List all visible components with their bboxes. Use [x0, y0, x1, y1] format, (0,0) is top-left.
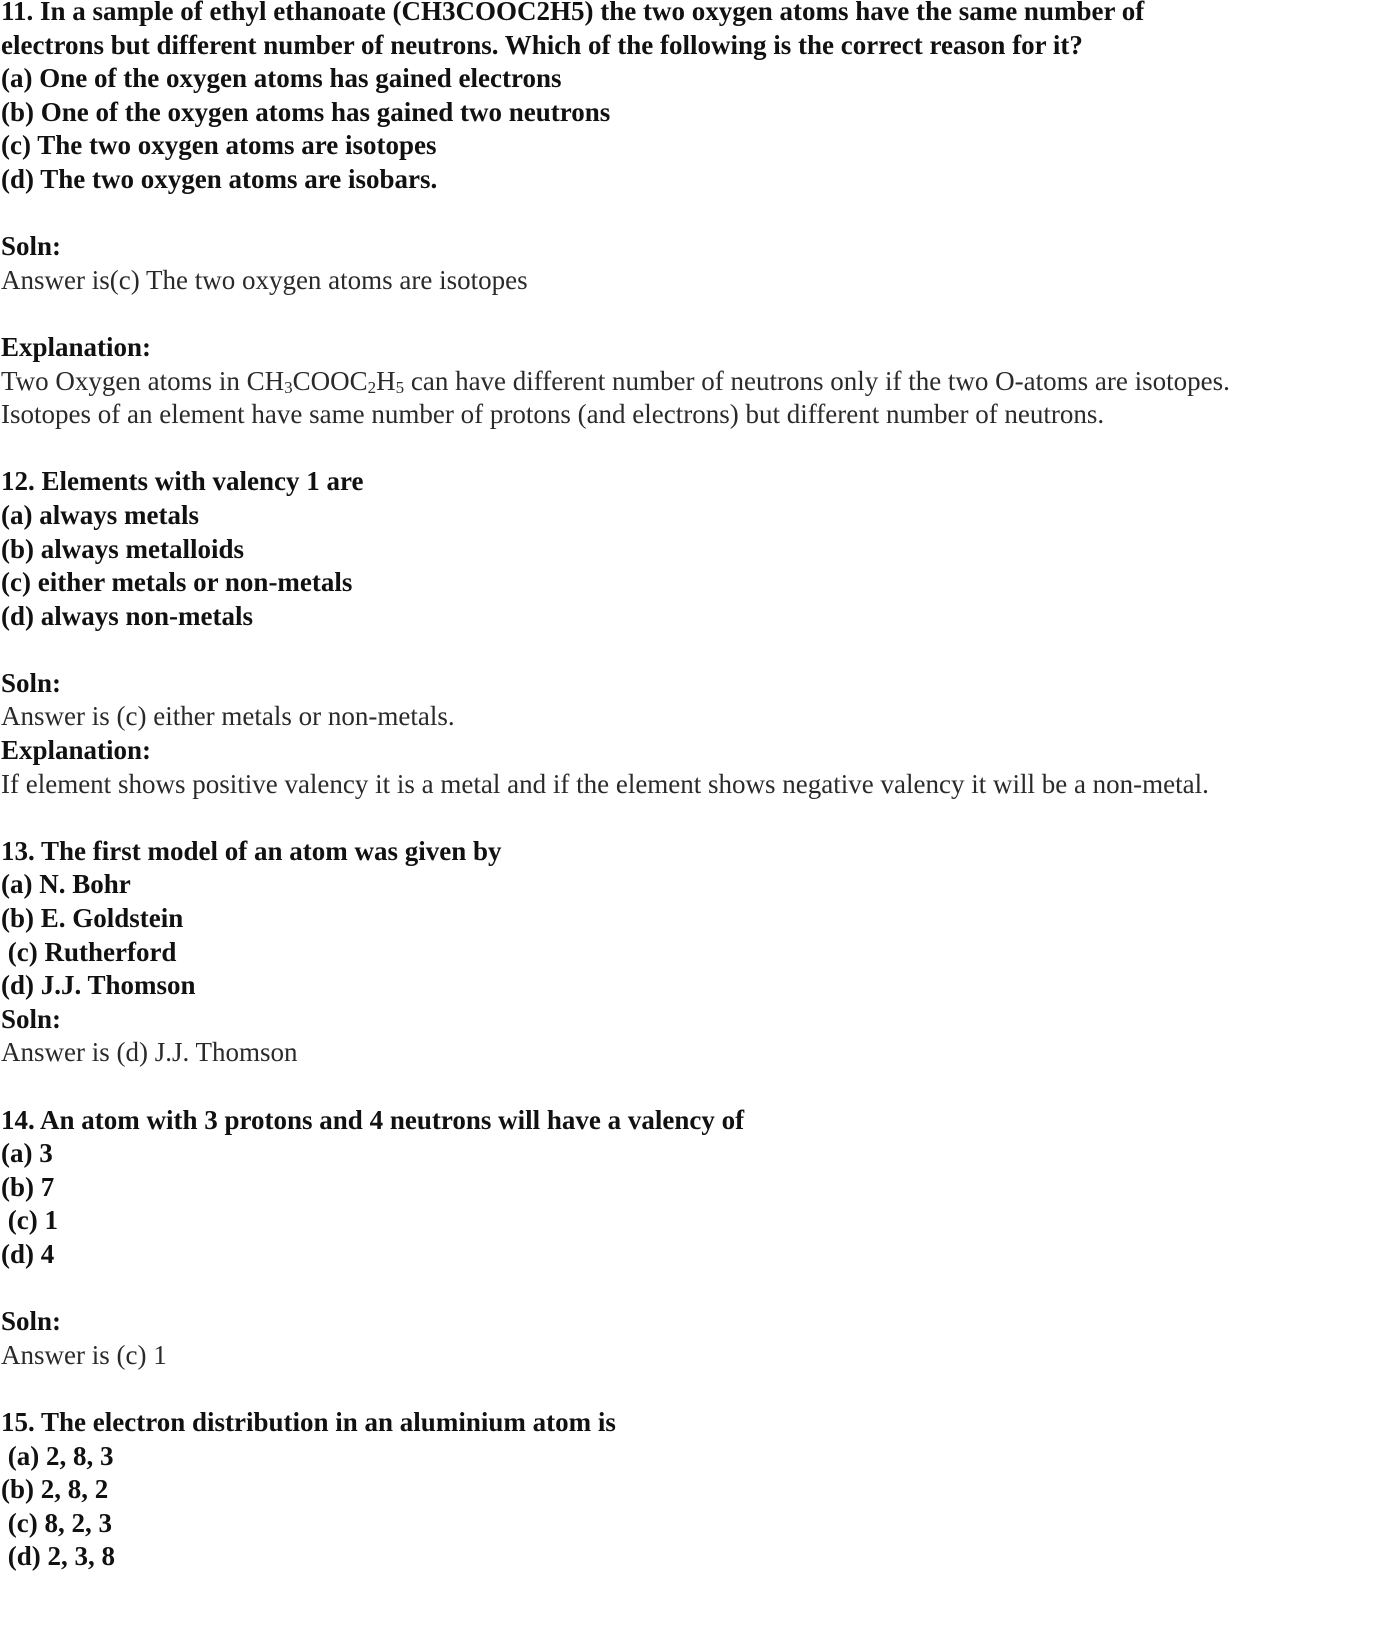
question-15-option-c: (c) 8, 2, 3 — [1, 1507, 112, 1538]
solution-label: Soln: — [1, 231, 62, 262]
question-15-option-a: (a) 2, 8, 3 — [1, 1440, 114, 1471]
question-14-option-c: (c) 1 — [1, 1205, 58, 1236]
subscript: 3 — [284, 377, 293, 397]
question-12-answer: Answer is (c) either metals or non-metals. — [1, 701, 455, 732]
blank-line — [1, 432, 1391, 466]
subscript: 5 — [395, 377, 405, 397]
question-14-option-a: (a) 3 — [1, 1138, 53, 1169]
blank-line — [1, 801, 1391, 835]
question-12-explanation: If element shows positive valency it is a metal and if the element shows negative valency it will be a non-metal. — [1, 768, 1209, 799]
document-page — [1, 0, 1391, 1574]
question-13-option-b: (b) E. Goldstein — [1, 903, 184, 934]
text-run: COOC — [292, 365, 368, 396]
question-13-option-c: (c) Rutherford — [1, 936, 177, 967]
solution-label: Soln: — [1, 667, 62, 698]
question-12-text: 12. Elements with valency 1 are — [1, 466, 364, 497]
blank-line — [1, 1070, 1391, 1104]
question-11-option-b: (b) One of the oxygen atoms has gained two neutrons — [1, 96, 611, 127]
question-11-option-c: (c) The two oxygen atoms are isotopes — [1, 130, 437, 161]
subscript: 2 — [367, 377, 377, 397]
question-12-option-c: (c) either metals or non-metals — [1, 567, 353, 598]
question-15-text: 15. The electron distribution in an aluminium atom is — [1, 1406, 616, 1437]
question-13-answer: Answer is (d) J.J. Thomson — [1, 1037, 298, 1068]
blank-line — [1, 297, 1391, 331]
question-15-option-d: (d) 2, 3, 8 — [1, 1541, 115, 1572]
question-11-explanation — [1, 365, 1391, 399]
question-12-option-d: (d) always non-metals — [1, 600, 254, 631]
question-11-text: electrons but different number of neutrons. Which of the following is the correct reason for it? — [1, 29, 1083, 60]
blank-line — [1, 197, 1391, 231]
question-11-explanation: Isotopes of an element have same number of protons (and electrons) but different number of neutrons. — [1, 399, 1105, 430]
question-11-option-d: (d) The two oxygen atoms are isobars. — [1, 163, 438, 194]
text-run: H — [376, 365, 396, 396]
question-13-text: 13. The first model of an atom was given by — [1, 835, 502, 866]
solution-label: Soln: — [1, 1003, 62, 1034]
text-run: can have different number of neutrons only if the two O-atoms are isotopes. — [404, 365, 1230, 396]
question-14-option-d: (d) 4 — [1, 1238, 55, 1269]
question-15-option-b: (b) 2, 8, 2 — [1, 1474, 109, 1505]
question-14-answer: Answer is (c) 1 — [1, 1339, 167, 1370]
question-14-option-b: (b) 7 — [1, 1171, 55, 1202]
explanation-label: Explanation: — [1, 735, 152, 766]
question-11-text: 11. In a sample of ethyl ethanoate (CH3COOC2H5) the two oxygen atoms have the same number of — [1, 0, 1145, 26]
explanation-label: Explanation: — [1, 331, 152, 362]
blank-line — [1, 1372, 1391, 1406]
question-11-answer: Answer is(c) The two oxygen atoms are isotopes — [1, 264, 528, 295]
question-12-option-b: (b) always metalloids — [1, 533, 244, 564]
question-12-option-a: (a) always metals — [1, 499, 199, 530]
text-run: Two Oxygen atoms in CH — [1, 365, 285, 396]
question-13-option-a: (a) N. Bohr — [1, 869, 131, 900]
solution-label: Soln: — [1, 1306, 62, 1337]
blank-line — [1, 633, 1391, 667]
question-11-option-a: (a) One of the oxygen atoms has gained electrons — [1, 63, 562, 94]
question-13-option-d: (d) J.J. Thomson — [1, 970, 196, 1001]
question-14-text: 14. An atom with 3 protons and 4 neutrons will have a valency of — [1, 1104, 745, 1135]
blank-line — [1, 1272, 1391, 1306]
